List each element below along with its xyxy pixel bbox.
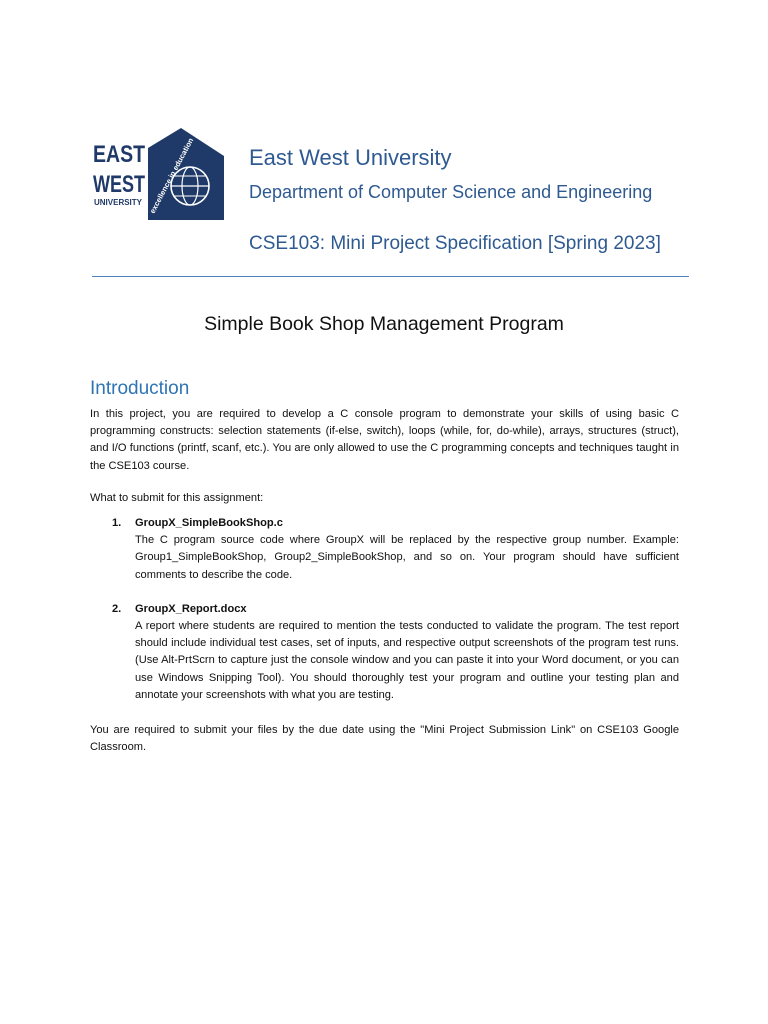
course-title: CSE103: Mini Project Specification [Spring 2023] (249, 233, 661, 254)
list-item-description: A report where students are required to mention the tests conducted to validate the program. The test report should include individual test cases, set of inputs, and respective output screenshots of the program test runs. (Use Alt-PrtScrn to capture just the console window and you can paste it into your Word document, or you can use Windows Snipping Tool). You should thoroughly test your program and outline your testing plan and annotate your screenshots with what you are testing. (135, 620, 679, 701)
logo-text-university: UNIVERSITY (94, 198, 143, 207)
logo-motto: excellence in education (147, 136, 196, 215)
list-item-filename: GroupX_Report.docx (135, 602, 247, 615)
university-logo (92, 128, 224, 220)
list-item-number: 1. (112, 517, 122, 530)
header-divider (92, 276, 689, 277)
department-name: Department of Computer Science and Engineering (249, 182, 653, 202)
university-name: East West University (249, 145, 452, 170)
list-item-filename: GroupX_SimpleBookShop.c (135, 517, 283, 530)
list-item (90, 601, 679, 704)
logo-text-east: EAST (93, 141, 146, 168)
submission-list (90, 515, 679, 704)
document-title: Simple Book Shop Management Program (204, 313, 564, 335)
document-body (90, 406, 679, 773)
section-heading-introduction: Introduction (90, 378, 190, 399)
submit-lead-text: What to submit for this assignment: (90, 491, 264, 504)
list-item-description: The C program source code where GroupX will be replaced by the respective group number. Example: Group1_SimpleBookShop, Group2_SimpleBookShop, and so on. Your program should have sufficient comments to describe the code. (135, 534, 679, 581)
list-item-number: 2. (112, 602, 122, 615)
logo-text-west: WEST (93, 171, 146, 198)
list-item (90, 515, 679, 584)
closing-paragraph: You are required to submit your files by the due date using the "Mini Project Submission Link" on CSE103 Google Classroom. (90, 724, 679, 754)
intro-paragraph: In this project, you are required to develop a C console program to demonstrate your skills of using basic C programming constructs: selection statements (if-else, switch), loops (while, for, do-while), arrays, structures (struct), and I/O functions (printf, scanf, etc.). You are only allowed to use the C programming concepts and techniques taught in the CSE103 course. (90, 408, 679, 472)
